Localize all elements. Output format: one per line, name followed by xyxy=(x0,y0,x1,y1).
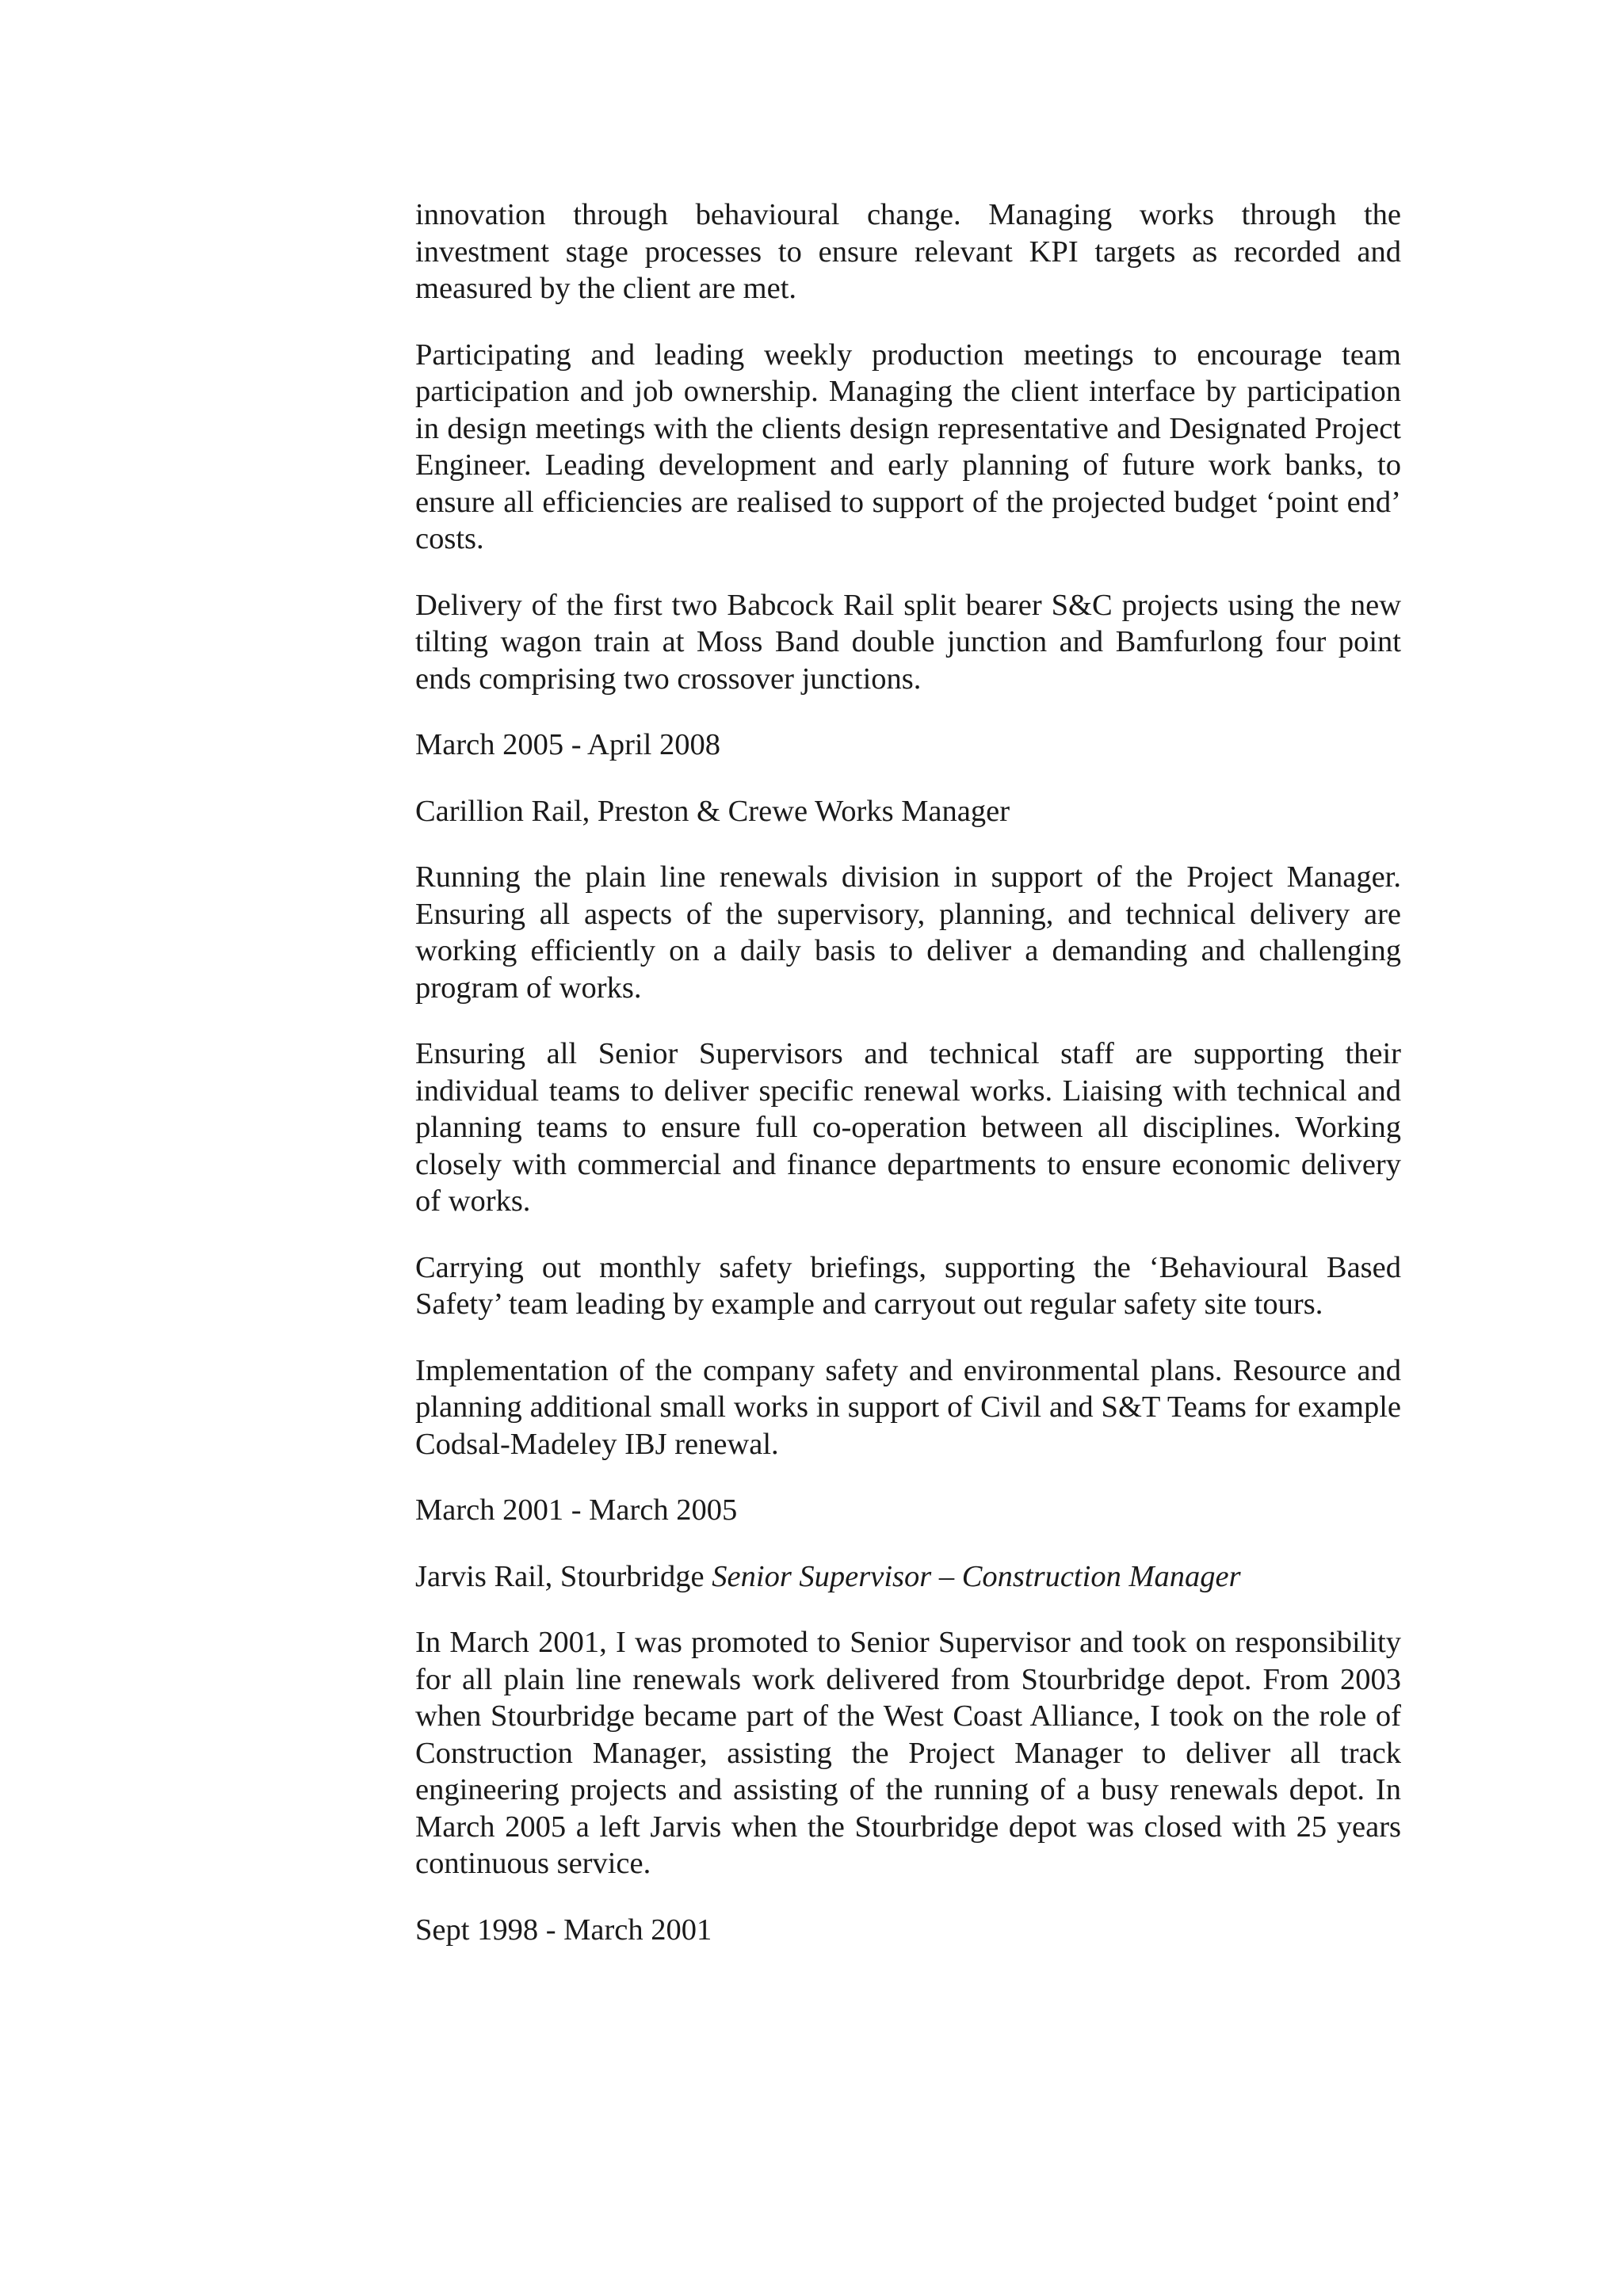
jarvis-role: Senior Supervisor – Construction Manager xyxy=(712,1559,1241,1593)
carillion-title: Carillion Rail, Preston & Crewe Works Manager xyxy=(415,794,1010,828)
next-section-dates: Sept 1998 - March 2001 xyxy=(415,1913,712,1947)
jarvis-employer: Jarvis Rail, Stourbridge xyxy=(415,1559,712,1593)
carillion-paragraph-safety-briefings: Carrying out monthly safety briefings, supporting the ‘Behavioural Based Safety’ team leading by example and carryout out regular safety site tours. xyxy=(415,1250,1401,1321)
jarvis-title xyxy=(415,1558,1401,1596)
document-page xyxy=(415,196,1401,1978)
carillion-paragraph-supervisors: Ensuring all Senior Supervisors and technical staff are supporting their individual teams to deliver specific renewal works. Liaising with technical and planning teams to ensure full co-operation between all disciplines. Working closely with commercial and finance departments to ensure economic delivery of works. xyxy=(415,1037,1401,1218)
paragraph-innovation: innovation through behavioural change. Managing works through the investment stage processes to ensure relevant KPI targets as recorded and measured by the client are met. xyxy=(415,198,1401,305)
jarvis-dates: March 2001 - March 2005 xyxy=(415,1493,738,1527)
paragraph-production-meetings: Participating and leading weekly production meetings to encourage team participation and job ownership. Managing the client interface by participation in design meetings with the clients design representative and Designated Project Engineer. Leading development and early planning of future work banks, to ensure all efficiencies are realised to support of the projected budget ‘point end’ costs. xyxy=(415,338,1401,555)
carillion-paragraph-renewals: Running the plain line renewals division in support of the Project Manager. Ensuring all aspects of the supervisory, planning, and technical delivery are working efficiently on a daily basis to deliver a demanding and challenging program of works. xyxy=(415,860,1401,1005)
carillion-paragraph-implementation: Implementation of the company safety and environmental plans. Resource and planning additional small works in support of Civil and S&T Teams for example Codsal-Madeley IBJ renewal. xyxy=(415,1353,1401,1461)
carillion-dates: March 2005 - April 2008 xyxy=(415,728,720,761)
paragraph-babcock-delivery: Delivery of the first two Babcock Rail split bearer S&C projects using the new tilting wagon train at Moss Band double junction and Bamfurlong four point ends comprising two crossover junctions. xyxy=(415,588,1401,696)
jarvis-paragraph-promotion: In March 2001, I was promoted to Senior Supervisor and took on responsibility for all plain line renewals work delivered from Stourbridge depot. From 2003 when Stourbridge became part of the West Coast Alliance, I took on the role of Construction Manager, assisting the Project Manager to deliver all track engineering projects and assisting of the running of a busy renewals depot. In March 2005 a left Jarvis when the Stourbridge depot was closed with 25 years continuous service. xyxy=(415,1626,1401,1880)
